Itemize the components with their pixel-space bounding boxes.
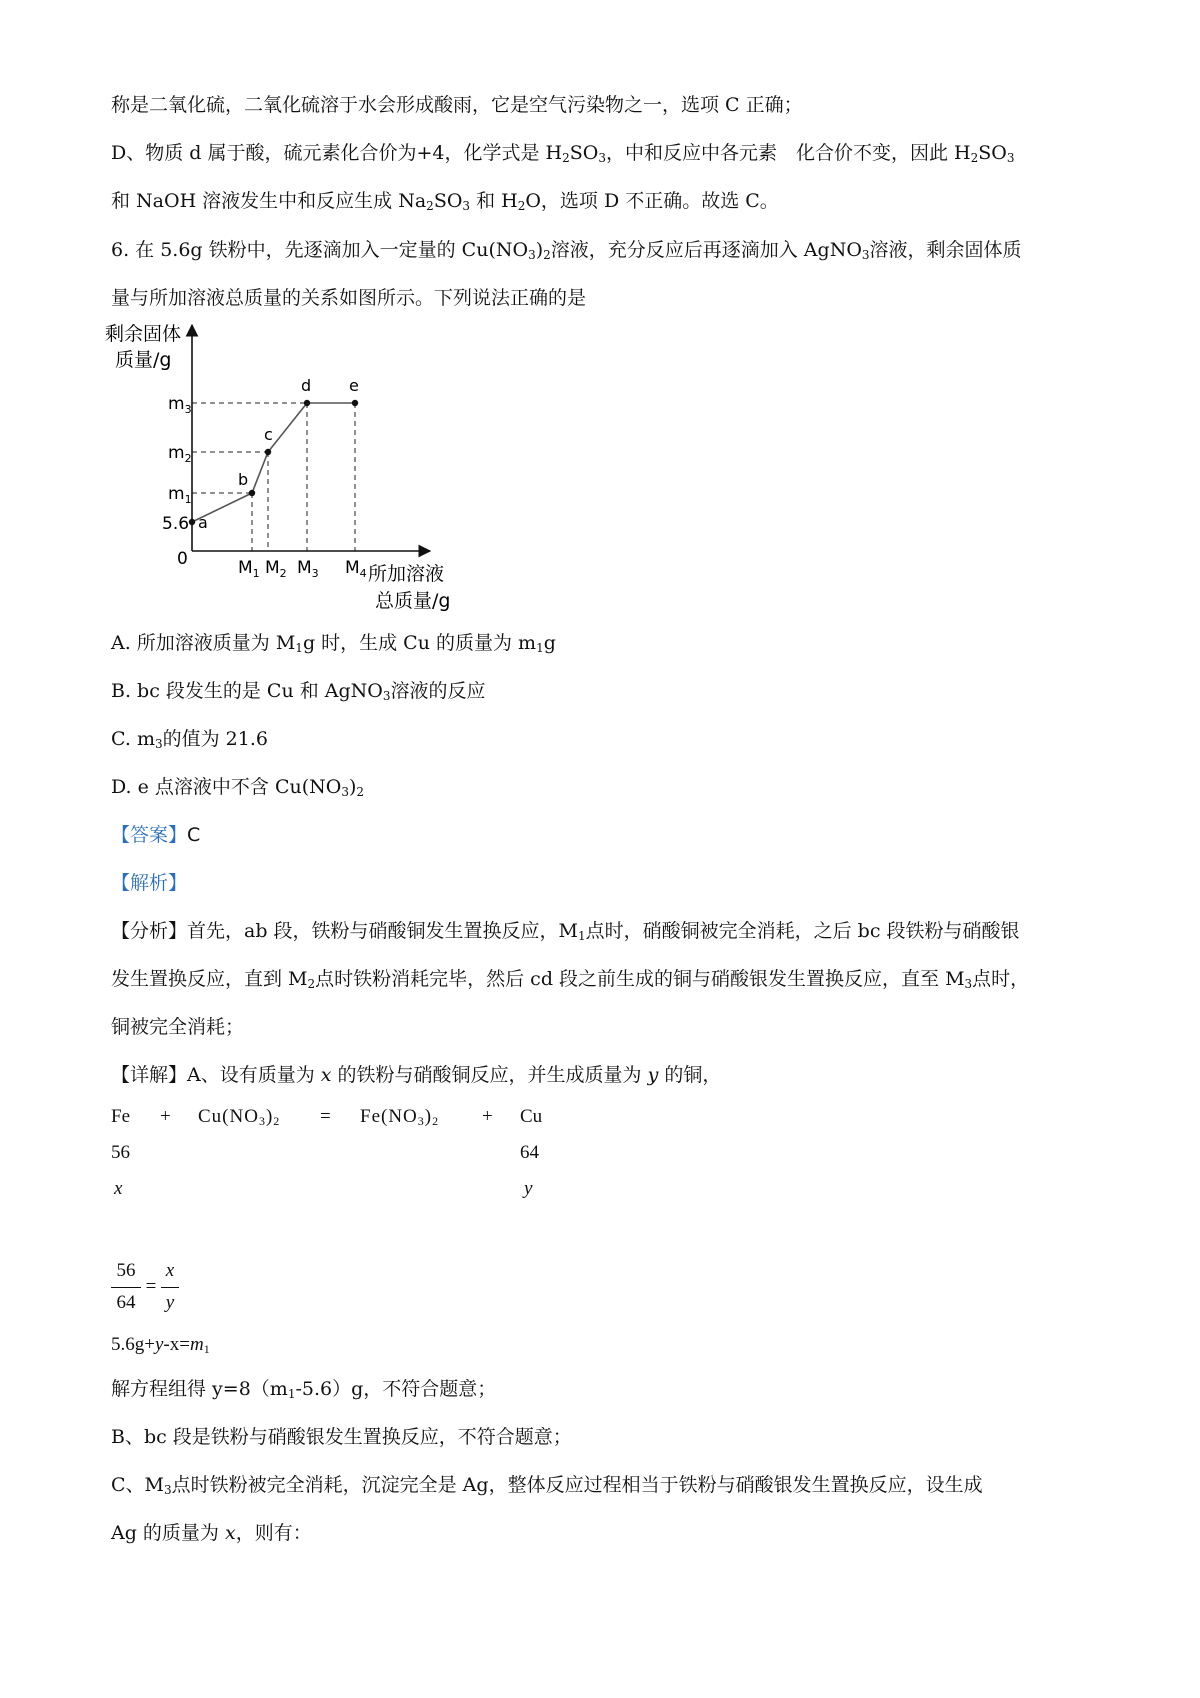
mass-cu: 64 — [520, 1142, 539, 1163]
solution-text: 解方程组得 $y=8(m_1-5.6)g$，不符合题意； — [111, 1378, 497, 1401]
y-axis-label-line2: 质量/g — [115, 349, 172, 371]
guide-lines — [192, 403, 355, 551]
x-axis-label-line2: 总质量/g — [375, 590, 451, 612]
point-label-d: d — [301, 376, 312, 395]
option-d: D. e 点溶液中不含 $Cu(NO_3)_2$ — [111, 776, 365, 799]
origin-label: 0 — [177, 549, 188, 569]
analysis-text: 发生置换反应，直到 $M_2$点时铁粉消耗完毕，然后 cd 段之前生成的铜与硝酸银发生置换反应，直至 $M_3$点时， — [111, 968, 1030, 991]
point-d — [304, 400, 310, 406]
point-label-b: b — [238, 470, 249, 489]
var-x: x — [114, 1178, 123, 1199]
eq-fe-no3: $Fe(NO_3)_2$ — [360, 1106, 440, 1128]
analysis-label: 【解析】 — [111, 872, 188, 894]
y-tick-label: $m_1$ — [168, 484, 192, 506]
option-a: A. 所加溶液质量为 $M_1g$ 时，生成 Cu 的质量为 $m_1g$ — [111, 632, 556, 655]
eq-cu: Cu — [520, 1106, 543, 1127]
point-label-c: c — [264, 425, 273, 444]
option-c: C. $m_3$的值为 21.6 — [111, 728, 268, 751]
option-b-analysis: B、bc 段是铁粉与硝酸银发生置换反应，不符合题意； — [111, 1426, 572, 1448]
eq-plus: + — [482, 1106, 493, 1127]
x-tick-label: $M_4$ — [345, 558, 367, 580]
point-label-e: e — [349, 376, 359, 395]
data-points — [189, 376, 359, 532]
analysis-text: 【分析】首先，ab 段，铁粉与硝酸铜发生置换反应，$M_1$点时，硝酸铜被完全消耗，之后 bc 段铁粉与硝酸银 — [111, 920, 1020, 943]
point-label-a: a — [198, 513, 208, 532]
y-tick-label: 5.6 — [162, 514, 190, 534]
option-c-analysis: C、$M_3$点时铁粉被完全消耗，沉淀完全是 Ag，整体反应过程相当于铁粉与硝酸银发生置换反应，设生成 — [111, 1474, 983, 1497]
point-e — [352, 400, 358, 406]
option-c-analysis: Ag 的质量为 x，则有： — [111, 1522, 312, 1544]
text-line: 和 NaOH 溶液发生中和反应生成 $Na_2SO_3$ 和 $H_2O$，选项 D 不正确。故选 C。 — [111, 190, 779, 213]
eq-fe: Fe — [111, 1106, 130, 1127]
x-tick-label: $M_1$ — [238, 558, 260, 580]
option-b: B. bc 段发生的是 Cu 和 AgNO$_3$溶液的反应 — [111, 680, 486, 703]
point-a — [189, 519, 195, 525]
x-tick-label: $M_2$ — [265, 558, 287, 580]
question-stem: 量与所加溶液总质量的关系如图所示。下列说法正确的是 — [111, 287, 587, 309]
eq-equals: = — [320, 1106, 331, 1127]
point-c — [265, 449, 271, 455]
question-stem: 6. 在 5.6g 铁粉中，先逐滴加入一定量的 $Cu(NO_3)_2$溶液，充分反应后再逐滴加入 AgNO$_3$溶液，剩余固体质 — [111, 239, 1022, 262]
point-b — [249, 490, 255, 496]
eq-plus: + — [160, 1106, 171, 1127]
text-line: 称是二氧化硫，二氧化硫溶于水会形成酸雨，它是空气污染物之一，选项 C 正确； — [111, 94, 803, 116]
mass-equation: $5.6g+y-x=m_1$ — [111, 1334, 210, 1356]
data-line — [192, 403, 355, 522]
detail-text: 【详解】A、设有质量为 x 的铁粉与硝酸铜反应，并生成质量为 y 的铜， — [111, 1064, 722, 1086]
line-chart — [100, 323, 480, 620]
y-tick-label: $m_3$ — [168, 394, 192, 416]
y-tick-label: $m_2$ — [168, 443, 192, 465]
var-y: y — [524, 1178, 533, 1199]
text-line: D、物质 d 属于酸，硫元素化合价为+4，化学式是 $H_2SO_3$，中和反应中各元素 化合价不变，因此 $H_2SO_3$ — [111, 142, 1015, 165]
analysis-text: 铜被完全消耗； — [111, 1016, 245, 1038]
y-axis-label-line1: 剩余固体 — [105, 323, 182, 345]
x-axis-label-line1: 所加溶液 — [368, 563, 445, 585]
answer-value: C — [187, 824, 201, 846]
x-tick-label: $M_3$ — [297, 558, 319, 580]
eq-cu-no3: $Cu(NO_3)_2$ — [198, 1106, 281, 1128]
mass-fe: 56 — [111, 1142, 130, 1163]
answer-line: 【答案】C — [111, 824, 201, 846]
